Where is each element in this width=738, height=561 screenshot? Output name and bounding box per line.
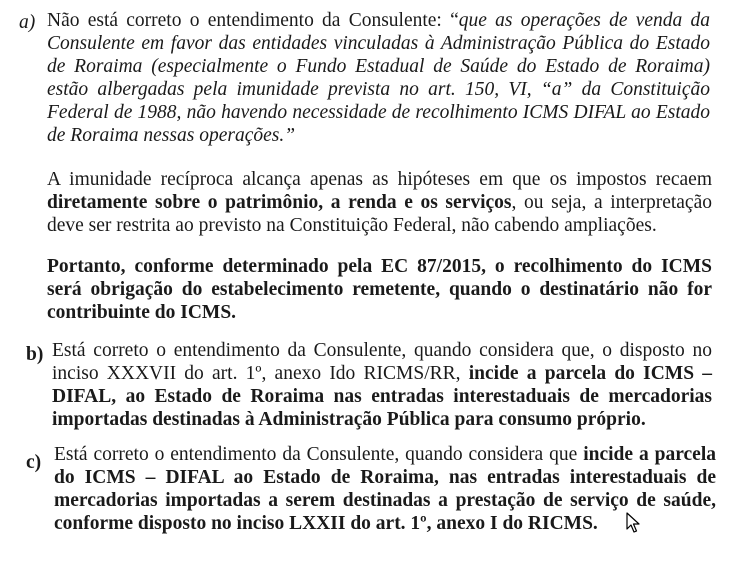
item-c-text-normal: Está correto o entendimento da Consulente, quando considera que <box>54 444 584 465</box>
item-a-quote-body: que as operações de venda da Consulente em favor das entidades vinculadas à Administração Pública do Estado de Roraima (especialmente o Fundo Estadual de Saúde do Estado de Roraima) estão albergadas pela imunidade prevista no art. 150, VI, “a” da Constituição Federal de 1988, não havendo necessidade de recolhimento ICMS DIFAL ao Estado de Roraima nessas operações.” <box>47 10 711 146</box>
item-c-label: c) <box>26 452 42 473</box>
item-a-quote-intro: Não está correto o entendimento da Consulente: “ <box>47 10 459 31</box>
mouse-pointer-icon <box>626 512 640 534</box>
item-b-paragraph <box>52 339 712 431</box>
item-c-text-bold: incide a parcela do ICMS – DIFAL ao Estado de Roraima, nas entradas interestaduais de mercadorias importadas a serem destinadas a prestação de serviço de saúde, conforme disposto no inciso LXXII do art. 1º, anexo I do RICMS. <box>54 444 716 534</box>
item-a-immunity-text-2: , ou seja, a interpretação deve ser restrita ao previsto na Constituição Federal, não cabendo ampliações. <box>47 192 712 236</box>
item-b-text-bold: incide a parcela do ICMS – DIFAL, ao Estado de Roraima nas entradas interestaduais de mercadorias importadas destinadas à Administração Pública para consumo próprio. <box>52 363 713 430</box>
item-b-label: b) <box>26 344 44 365</box>
item-c-paragraph <box>54 443 716 535</box>
item-a-immunity-bold: diretamente sobre o patrimônio, a renda e os serviços <box>47 192 512 213</box>
item-a-conclusion-paragraph: Portanto, conforme determinado pela EC 87/2015, o recolhimento do ICMS será obrigação do estabelecimento remetente, quando o destinatário não for contribuinte do ICMS. <box>47 256 712 323</box>
item-a-immunity-paragraph <box>47 168 712 237</box>
item-b-text-normal: Está correto o entendimento da Consulente, quando considera que, o disposto no inciso XXXVII do art. 1º, anexo Ido RICMS/RR, <box>52 340 712 384</box>
item-a-label: a) <box>19 12 36 33</box>
item-a-immunity-text-1: A imunidade recíproca alcança apenas as hipóteses em que os impostos recaem <box>47 169 712 190</box>
item-a-quote-paragraph <box>47 9 710 147</box>
